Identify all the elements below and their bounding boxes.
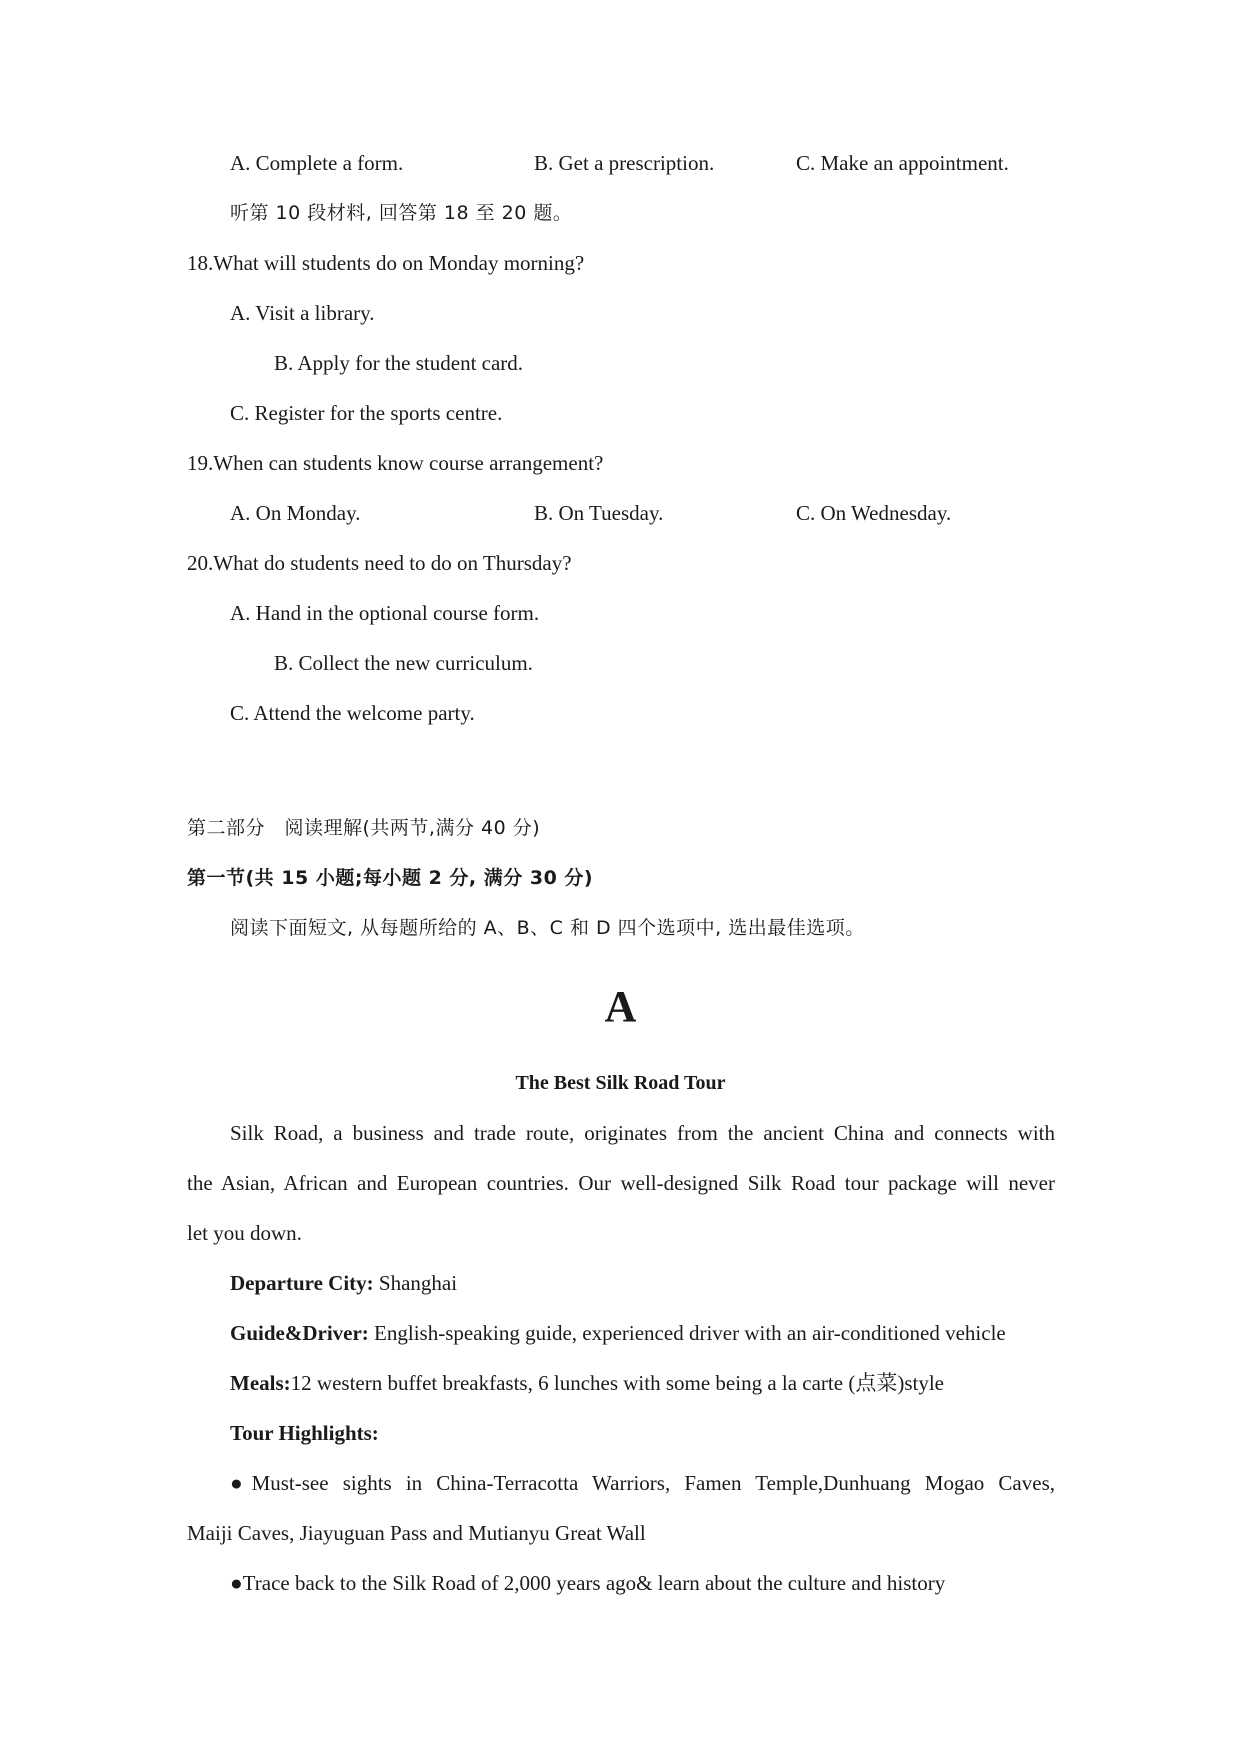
section10-instruction: 听第 10 段材料, 回答第 18 至 20 题。 <box>230 202 573 224</box>
q19-option-a: A. On Monday. <box>230 501 361 525</box>
q18-option-a: A. Visit a library. <box>230 301 375 325</box>
q17-option-b: B. Get a prescription. <box>534 151 715 175</box>
part2-heading: 第二部分 阅读理解(共两节,满分 40 分) <box>187 817 541 839</box>
q20-stem: 20.What do students need to do on Thursday? <box>187 551 572 575</box>
passage-letter: A <box>604 982 637 1031</box>
q20-option-a: A. Hand in the optional course form. <box>230 601 540 625</box>
passage-intro-line1: Silk Road, a business and trade route, originates from the ancient China and connects with <box>230 1121 1055 1145</box>
q19-option-b: B. On Tuesday. <box>534 501 664 525</box>
q20-option-b: B. Collect the new curriculum. <box>274 651 533 675</box>
highlight2: ●Trace back to the Silk Road of 2,000 years ago& learn about the culture and history <box>230 1571 946 1595</box>
highlight1-line2: Maiji Caves, Jiayuguan Pass and Mutianyu Great Wall <box>187 1521 646 1545</box>
meals-label: Meals: <box>230 1371 291 1395</box>
reading-instruction: 阅读下面短文, 从每题所给的 A、B、C 和 D 四个选项中, 选出最佳选项。 <box>230 917 865 939</box>
guide-driver <box>230 1320 1006 1346</box>
q20-option-c: C. Attend the welcome party. <box>230 701 475 725</box>
section1-heading: 第一节(共 15 小题;每小题 2 分, 满分 30 分) <box>187 867 594 889</box>
meals <box>230 1370 944 1396</box>
guide-label: Guide&Driver: <box>230 1321 369 1345</box>
departure-label: Departure City: <box>230 1271 374 1295</box>
departure-city <box>230 1270 457 1296</box>
departure-value: Shanghai <box>373 1271 458 1295</box>
guide-value: English-speaking guide, experienced driver with an air-conditioned vehicle <box>368 1321 1006 1345</box>
q17-option-a: A. Complete a form. <box>230 151 404 175</box>
q18-option-c: C. Register for the sports centre. <box>230 401 503 425</box>
passage-title: The Best Silk Road Tour <box>515 1072 726 1094</box>
q17-option-c: C. Make an appointment. <box>796 151 1009 175</box>
q18-option-b: B. Apply for the student card. <box>274 351 524 375</box>
tour-highlights-label: Tour Highlights: <box>230 1421 379 1445</box>
q18-stem: 18.What will students do on Monday morning? <box>187 251 585 275</box>
passage-intro-line3: let you down. <box>187 1221 302 1245</box>
meals-value: 12 western buffet breakfasts, 6 lunches with some being a la carte (点菜)style <box>290 1371 944 1395</box>
highlight1-line1: ●Must-see sights in China-Terracotta Warriors, Famen Temple,Dunhuang Mogao Caves, <box>230 1471 1055 1495</box>
q19-stem: 19.When can students know course arrangement? <box>187 451 604 475</box>
passage-intro-line2: the Asian, African and European countries. Our well-designed Silk Road tour package will never <box>187 1171 1055 1195</box>
q19-option-c: C. On Wednesday. <box>796 501 952 525</box>
